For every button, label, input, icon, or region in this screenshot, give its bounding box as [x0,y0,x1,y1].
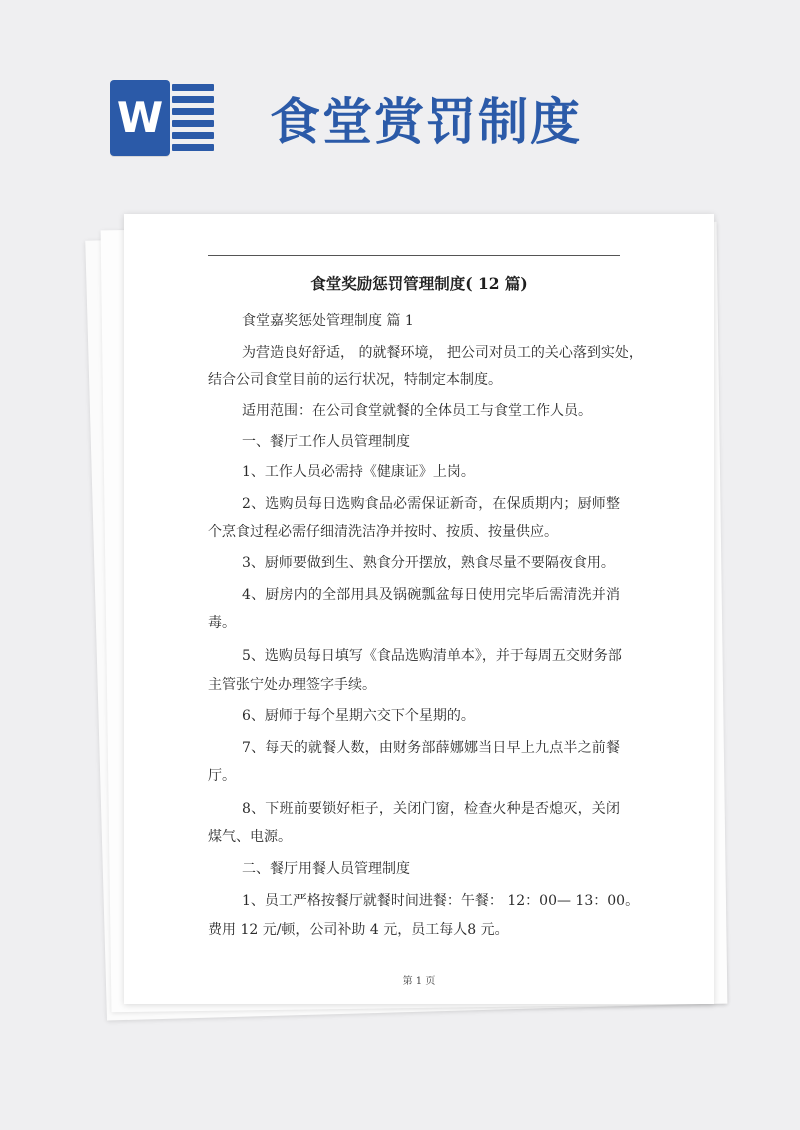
word-document-icon [110,80,214,156]
banner-title: 食堂赏罚制度 [270,93,582,151]
paragraph-line: 为营造良好舒适， 的就餐环境， 把公司对员工的关心落到实处， [242,345,643,361]
section-heading: 二、餐厅用餐人员管理制度 [242,861,410,877]
section-heading: 一、餐厅工作人员管理制度 [242,434,410,450]
list-item: 8、下班前要锁好柜子，关闭门窗，检查火种是否熄灭，关闭 [242,801,620,817]
list-item: 5、选购员每日填写《食品选购清单本》，并于每周五交财务部 [242,648,622,664]
document-page [124,214,714,1004]
word-logo-tile [110,80,170,156]
page-number: 第 1 页 [402,976,436,987]
list-item-continuation: 毒。 [208,615,236,631]
list-item-continuation: 费用 12 元/顿，公司补助 4 元，员工每人8 元。 [208,922,509,938]
section-heading: 食堂嘉奖惩处管理制度 篇 1 [242,313,414,329]
list-item-continuation: 个烹食过程必需仔细清洗洁净并按时、按质、按量供应。 [208,524,558,540]
list-item: 1、员工严格按餐厅就餐时间进餐：午餐： 12：00— 13：00。 [242,893,640,909]
list-item: 7、每天的就餐人数，由财务部薛娜娜当日早上九点半之前餐 [242,740,620,756]
list-item: 6、厨师于每个星期六交下个星期的。 [242,708,475,724]
header-banner [0,0,800,210]
list-item: 3、厨师要做到生、熟食分开摆放，熟食尽量不要隔夜食用。 [242,555,615,571]
word-logo-lines [172,84,214,152]
paragraph-line: 适用范围：在公司食堂就餐的全体员工与食堂工作人员。 [242,403,592,419]
list-item-continuation: 厅。 [208,768,236,784]
header-rule [208,255,620,256]
word-logo-letter: W [116,93,164,142]
list-item-continuation: 主管张宁处办理签字手续。 [208,677,376,693]
document-title: 食堂奖励惩罚管理制度( 12 篇) [310,274,528,293]
list-item-continuation: 煤气、电源。 [208,829,292,845]
list-item: 4、厨房内的全部用具及锅碗瓢盆每日使用完毕后需清洗并消 [242,587,620,603]
list-item: 2、选购员每日选购食品必需保证新奇，在保质期内；厨师整 [242,496,620,512]
paragraph-line: 结合公司食堂目前的运行状况，特制定本制度。 [208,372,502,388]
list-item: 1、工作人员必需持《健康证》上岗。 [242,464,475,480]
